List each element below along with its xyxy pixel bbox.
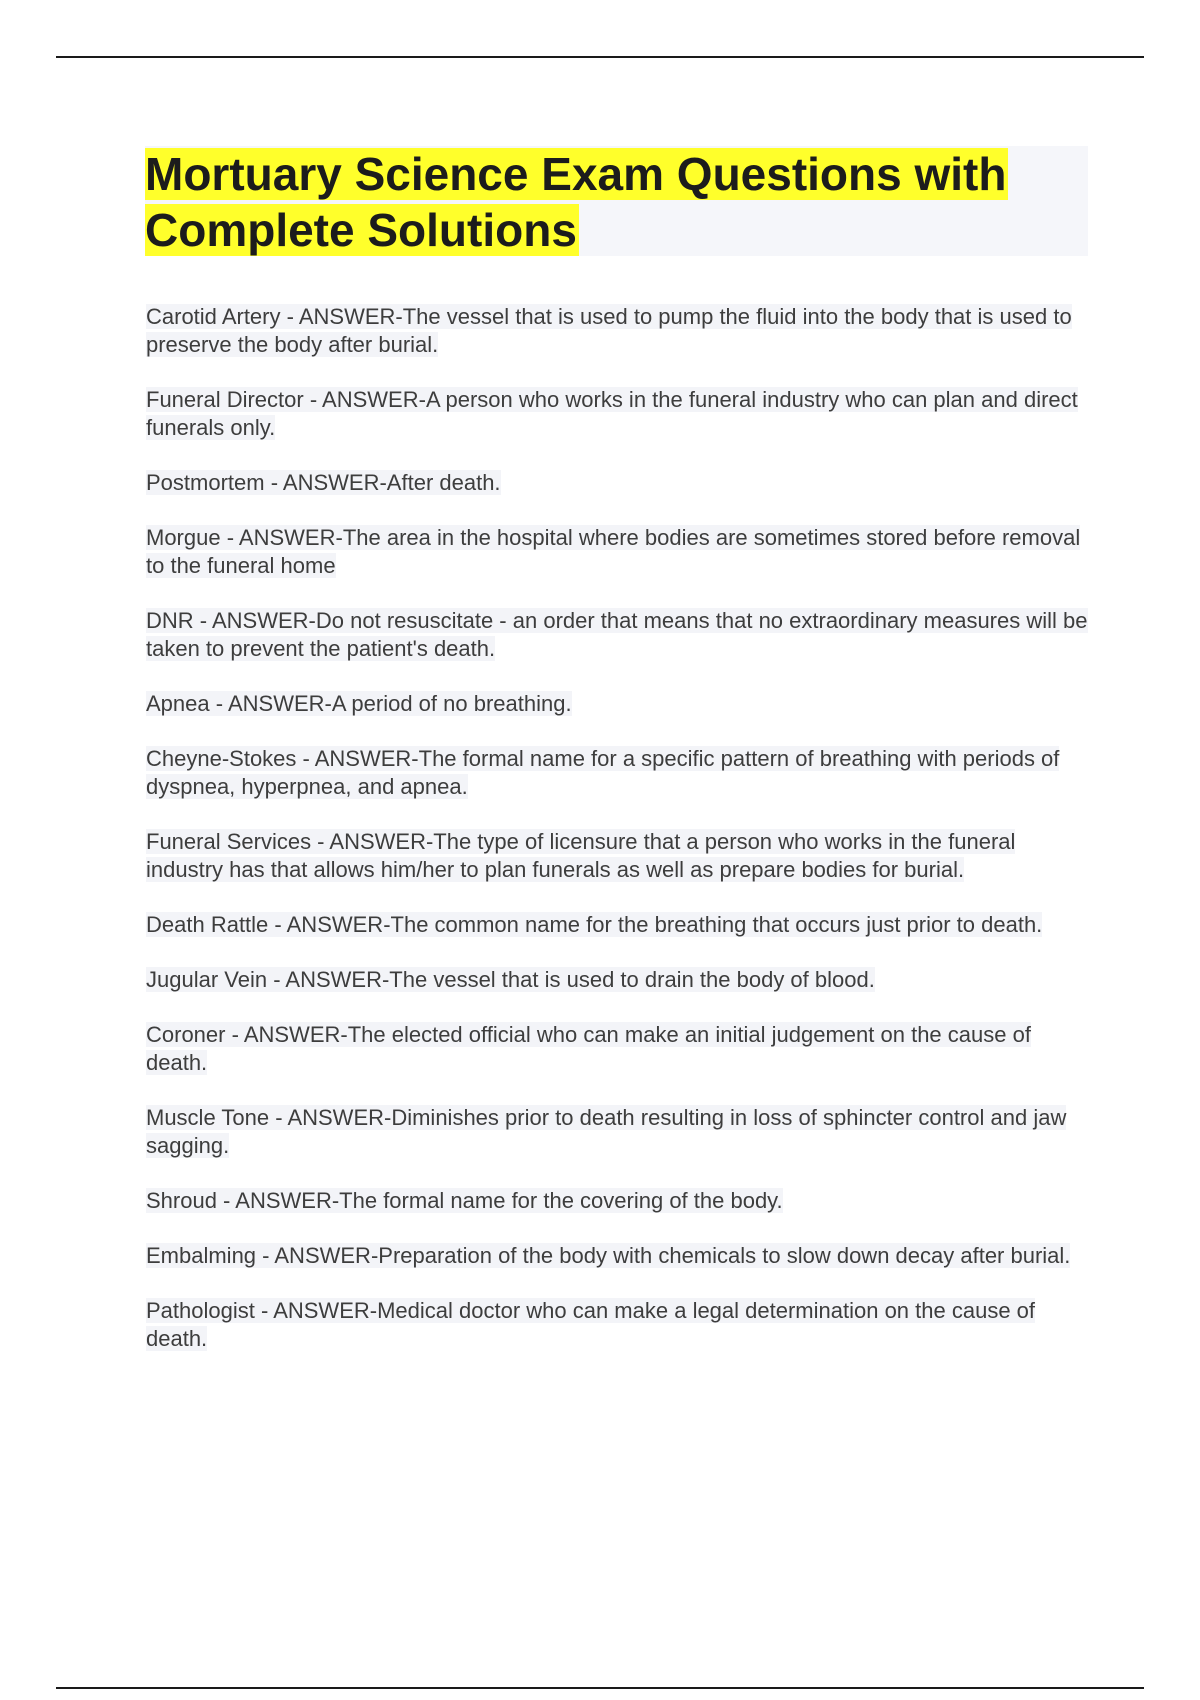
qa-item [146,966,1096,994]
qa-item [146,1187,1096,1215]
qa-text: Funeral Services - ANSWER-The type of licensure that a person who works in the funeral industry has that allows him/her to plan funerals as well as prepare bodies for burial. [146,829,1016,882]
qa-item [146,607,1096,663]
top-rule [56,56,1144,58]
qa-item [146,911,1096,939]
qa-text: Funeral Director - ANSWER-A person who works in the funeral industry who can plan and direct funerals only. [146,387,1078,440]
qa-text: Embalming - ANSWER-Preparation of the body with chemicals to slow down decay after burial. [146,1243,1071,1268]
qa-text: Morgue - ANSWER-The area in the hospital where bodies are sometimes stored before removal to the funeral home [146,525,1081,578]
qa-text: Muscle Tone - ANSWER-Diminishes prior to death resulting in loss of sphincter control and jaw sagging. [146,1105,1067,1158]
qa-text: Carotid Artery - ANSWER-The vessel that is used to pump the fluid into the body that is used to preserve the body after burial. [146,304,1072,357]
qa-text: Postmortem - ANSWER-After death. [146,470,501,495]
qa-item [146,524,1096,580]
qa-text: Apnea - ANSWER-A period of no breathing. [146,691,572,716]
qa-list [146,303,1096,1380]
qa-text: Shroud - ANSWER-The formal name for the covering of the body. [146,1188,783,1213]
qa-item [146,1104,1096,1160]
qa-text: Cheyne-Stokes - ANSWER-The formal name for a specific pattern of breathing with periods of dyspnea, hyperpnea, and apnea. [146,746,1060,799]
title-line-2: Complete Solutions [145,204,577,256]
qa-item [146,745,1096,801]
qa-text: Pathologist - ANSWER-Medical doctor who can make a legal determination on the cause of death. [146,1298,1036,1351]
qa-item [146,690,1096,718]
qa-text: Coroner - ANSWER-The elected official who can make an initial judgement on the cause of death. [146,1022,1031,1075]
qa-text: DNR - ANSWER-Do not resuscitate - an order that means that no extraordinary measures will be taken to prevent the patient's death. [146,608,1088,661]
qa-item [146,303,1096,359]
qa-item [146,386,1096,442]
qa-item [146,1297,1096,1353]
qa-text: Jugular Vein - ANSWER-The vessel that is used to drain the body of blood. [146,967,875,992]
page-title [145,146,1088,258]
qa-item [146,828,1096,884]
qa-item [146,1021,1096,1077]
qa-item [146,1242,1096,1270]
title-block [145,146,1088,256]
title-line-1: Mortuary Science Exam Questions with [145,148,1007,200]
qa-item [146,469,1096,497]
bottom-rule [56,1687,1144,1689]
qa-text: Death Rattle - ANSWER-The common name for the breathing that occurs just prior to death. [146,912,1043,937]
